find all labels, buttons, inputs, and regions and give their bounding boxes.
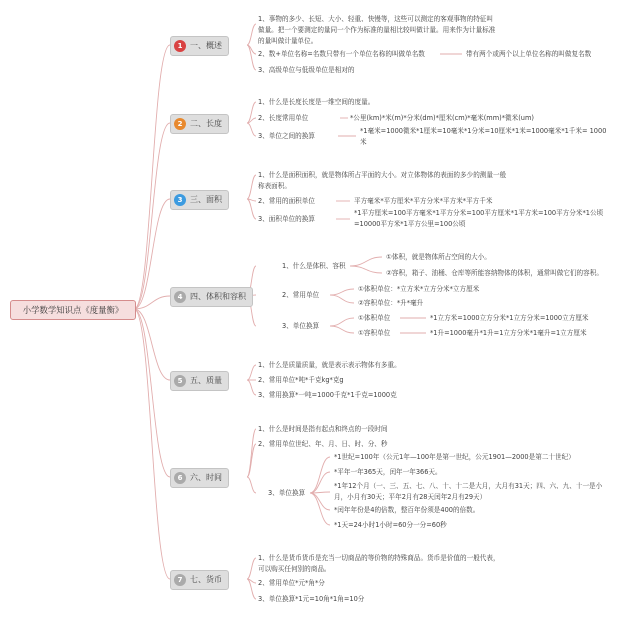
link-s7-item-1	[247, 558, 256, 579]
area-item-3: 3、面积单位的换算	[258, 215, 315, 223]
currency-item-3: 3、单位换算*1元=10角*1角=10分	[258, 595, 365, 603]
node-currency[interactable]	[170, 570, 229, 590]
time-conv-5: *1天=24小时1小时=60分一分=60秒	[334, 521, 447, 529]
area-item-1: 1、什么是面积面积，就是物体所占平面的大小。对立体物体的表面的多少的测量一般称表面积。	[258, 171, 507, 190]
node-volume-label: 四、体积和容积	[190, 292, 246, 301]
mass-item-2: 2、常用单位*吨*千克kg*克g	[258, 376, 344, 384]
node-overview[interactable]	[170, 36, 229, 56]
badge-1: 1	[174, 40, 186, 52]
length-conversion: *1毫米=1000微米*1厘米=10毫米*1分米=10厘米*1米=1000毫米*1千米= 1000米	[360, 127, 607, 146]
volume-conv-2: *1升=1000毫升*1升=1立方分米*1毫升=1立方厘米	[430, 329, 587, 337]
time-item-1: 1、什么是时间是指有起点和终点的一段时间	[258, 425, 388, 433]
length-units: *公里(km)*米(m)*分米(dm)*厘米(cm)*毫米(mm)*微米(um)	[350, 114, 534, 122]
node-overview-label: 一、概述	[190, 41, 222, 50]
badge-3: 3	[174, 194, 186, 206]
time-conv-4: *闰年年份是4的倍数，整百年份须是400的倍数。	[334, 506, 480, 514]
volume-conv-label-1: ①体积单位	[358, 314, 391, 322]
volume-def-2: ②容积，箱子、油桶、仓库等所能容纳物体的体积，通常叫做它们的容积。	[386, 269, 603, 277]
overview-item-2-extra: 带有两个或两个以上单位名称的叫做复名数	[466, 50, 592, 58]
link-s6-item-1	[247, 429, 256, 477]
link-s3-item-1	[247, 175, 256, 199]
volume-units-2: ②容积单位：*升*毫升	[358, 299, 424, 307]
link-vol-unit-2	[330, 295, 354, 303]
link-vol-def-2	[350, 266, 382, 273]
area-units: 平方毫米*平方厘米*平方分米*平方米*平方千米	[354, 197, 493, 205]
link-root-section-2	[134, 123, 170, 309]
time-item-3: 3、单位换算	[268, 489, 306, 497]
area-conversion: *1平方厘米=100平方毫米*1平方分米=100平方厘米*1平方米=100平方分米*1公顷=10000平方米*1平方公里=100公顷	[354, 209, 604, 228]
area-item-2: 2、常用的面积单位	[258, 197, 315, 205]
node-volume[interactable]	[170, 287, 253, 307]
node-mass[interactable]	[170, 371, 229, 391]
mass-item-1: 1、什么是质量质量，就是表示表示物体有多重。	[258, 361, 401, 369]
time-conv-1: *1世纪=100年（公元1年—100年是第一世纪，公元1901—2000是第二十世纪）	[334, 453, 575, 461]
link-root-section-6	[134, 309, 170, 477]
badge-4: 4	[174, 291, 186, 303]
node-length[interactable]	[170, 114, 229, 134]
node-mass-label: 五、质量	[190, 376, 222, 385]
volume-def-1: ①体积，就是物体所占空间的大小。	[386, 253, 491, 261]
link-vol-def-1	[350, 257, 382, 266]
link-vol-unit-1	[330, 289, 354, 295]
mass-item-3: 3、常用换算*一吨=1000千克*1千克=1000克	[258, 391, 397, 399]
overview-item-2: 2、数+单位名称=名数只带有一个单位名称的叫做单名数	[258, 50, 425, 58]
badge-7: 7	[174, 574, 186, 586]
length-item-1: 1、什么是长度长度是一维空间的度量。	[258, 98, 375, 106]
overview-item-3: 3、高级单位与低级单位是相对的	[258, 66, 355, 74]
link-s7-item-3	[247, 579, 256, 599]
link-time-conv-4	[310, 493, 330, 510]
volume-conv-label-2: ①容积单位	[358, 329, 391, 337]
volume-conv-1: *1立方米=1000立方分米*1立方分米=1000立方厘米	[430, 314, 589, 322]
badge-5: 5	[174, 375, 186, 387]
currency-item-2: 2、常用单位*元*角*分	[258, 579, 325, 587]
link-root-section-1	[134, 45, 170, 309]
link-s2-item-3	[247, 123, 256, 136]
node-area-label: 三、面积	[190, 195, 222, 204]
node-time[interactable]	[170, 468, 229, 488]
overview-item-1: 1、事物的多少、长短、大小、轻重、快慢等，这些可以测定的客观事物的特征叫做量。把一个要测定的量同一个作为标准的量相比较叫做计量。用来作为计量标准的量叫做计量单位。	[258, 15, 496, 45]
link-s3-item-3	[247, 199, 256, 219]
volume-item-2: 2、常用单位	[282, 291, 320, 299]
volume-units-1: ①体积单位：*立方米*立方分米*立方厘米	[358, 285, 480, 293]
link-s5-item-3	[247, 380, 256, 395]
length-item-2: 2、长度常用单位	[258, 114, 309, 122]
link-s5-item-1	[247, 365, 256, 380]
link-vol-conv-1	[330, 318, 354, 326]
badge-6: 6	[174, 472, 186, 484]
currency-item-1: 1、什么是货币货币是充当一切商品的等价物的特殊商品。货币是价值的一般代表，可以购买任何别的商品。	[258, 554, 500, 573]
link-vol-conv-2	[330, 326, 354, 333]
node-currency-label: 七、货币	[190, 575, 222, 584]
volume-item-1: 1、什么是体积、容积	[282, 262, 346, 270]
time-item-2: 2、常用单位世纪、年、月、日、时、分、秒	[258, 440, 388, 448]
length-item-3: 3、单位之间的换算	[258, 132, 315, 140]
badge-2: 2	[174, 118, 186, 130]
node-time-label: 六、时间	[190, 473, 222, 482]
volume-item-3: 3、单位换算	[282, 322, 320, 330]
time-conv-2: *平年一年365天，闰年一年366天。	[334, 468, 442, 476]
node-area[interactable]	[170, 190, 229, 210]
link-root-section-7	[134, 309, 170, 579]
node-length-label: 二、长度	[190, 119, 222, 128]
link-time-conv-1	[310, 457, 330, 493]
root-node[interactable]: 小学数学知识点《度量衡》	[10, 300, 136, 320]
link-s1-item-1	[247, 24, 256, 45]
time-conv-3: *1年12个月（一、三、五、七、八、十、十二是大月，大月有31天；四、六、九、十一是小月，小月有30天；平年2月有28天闰年2月有29天）	[334, 482, 603, 501]
link-s6-item-3	[247, 477, 256, 493]
